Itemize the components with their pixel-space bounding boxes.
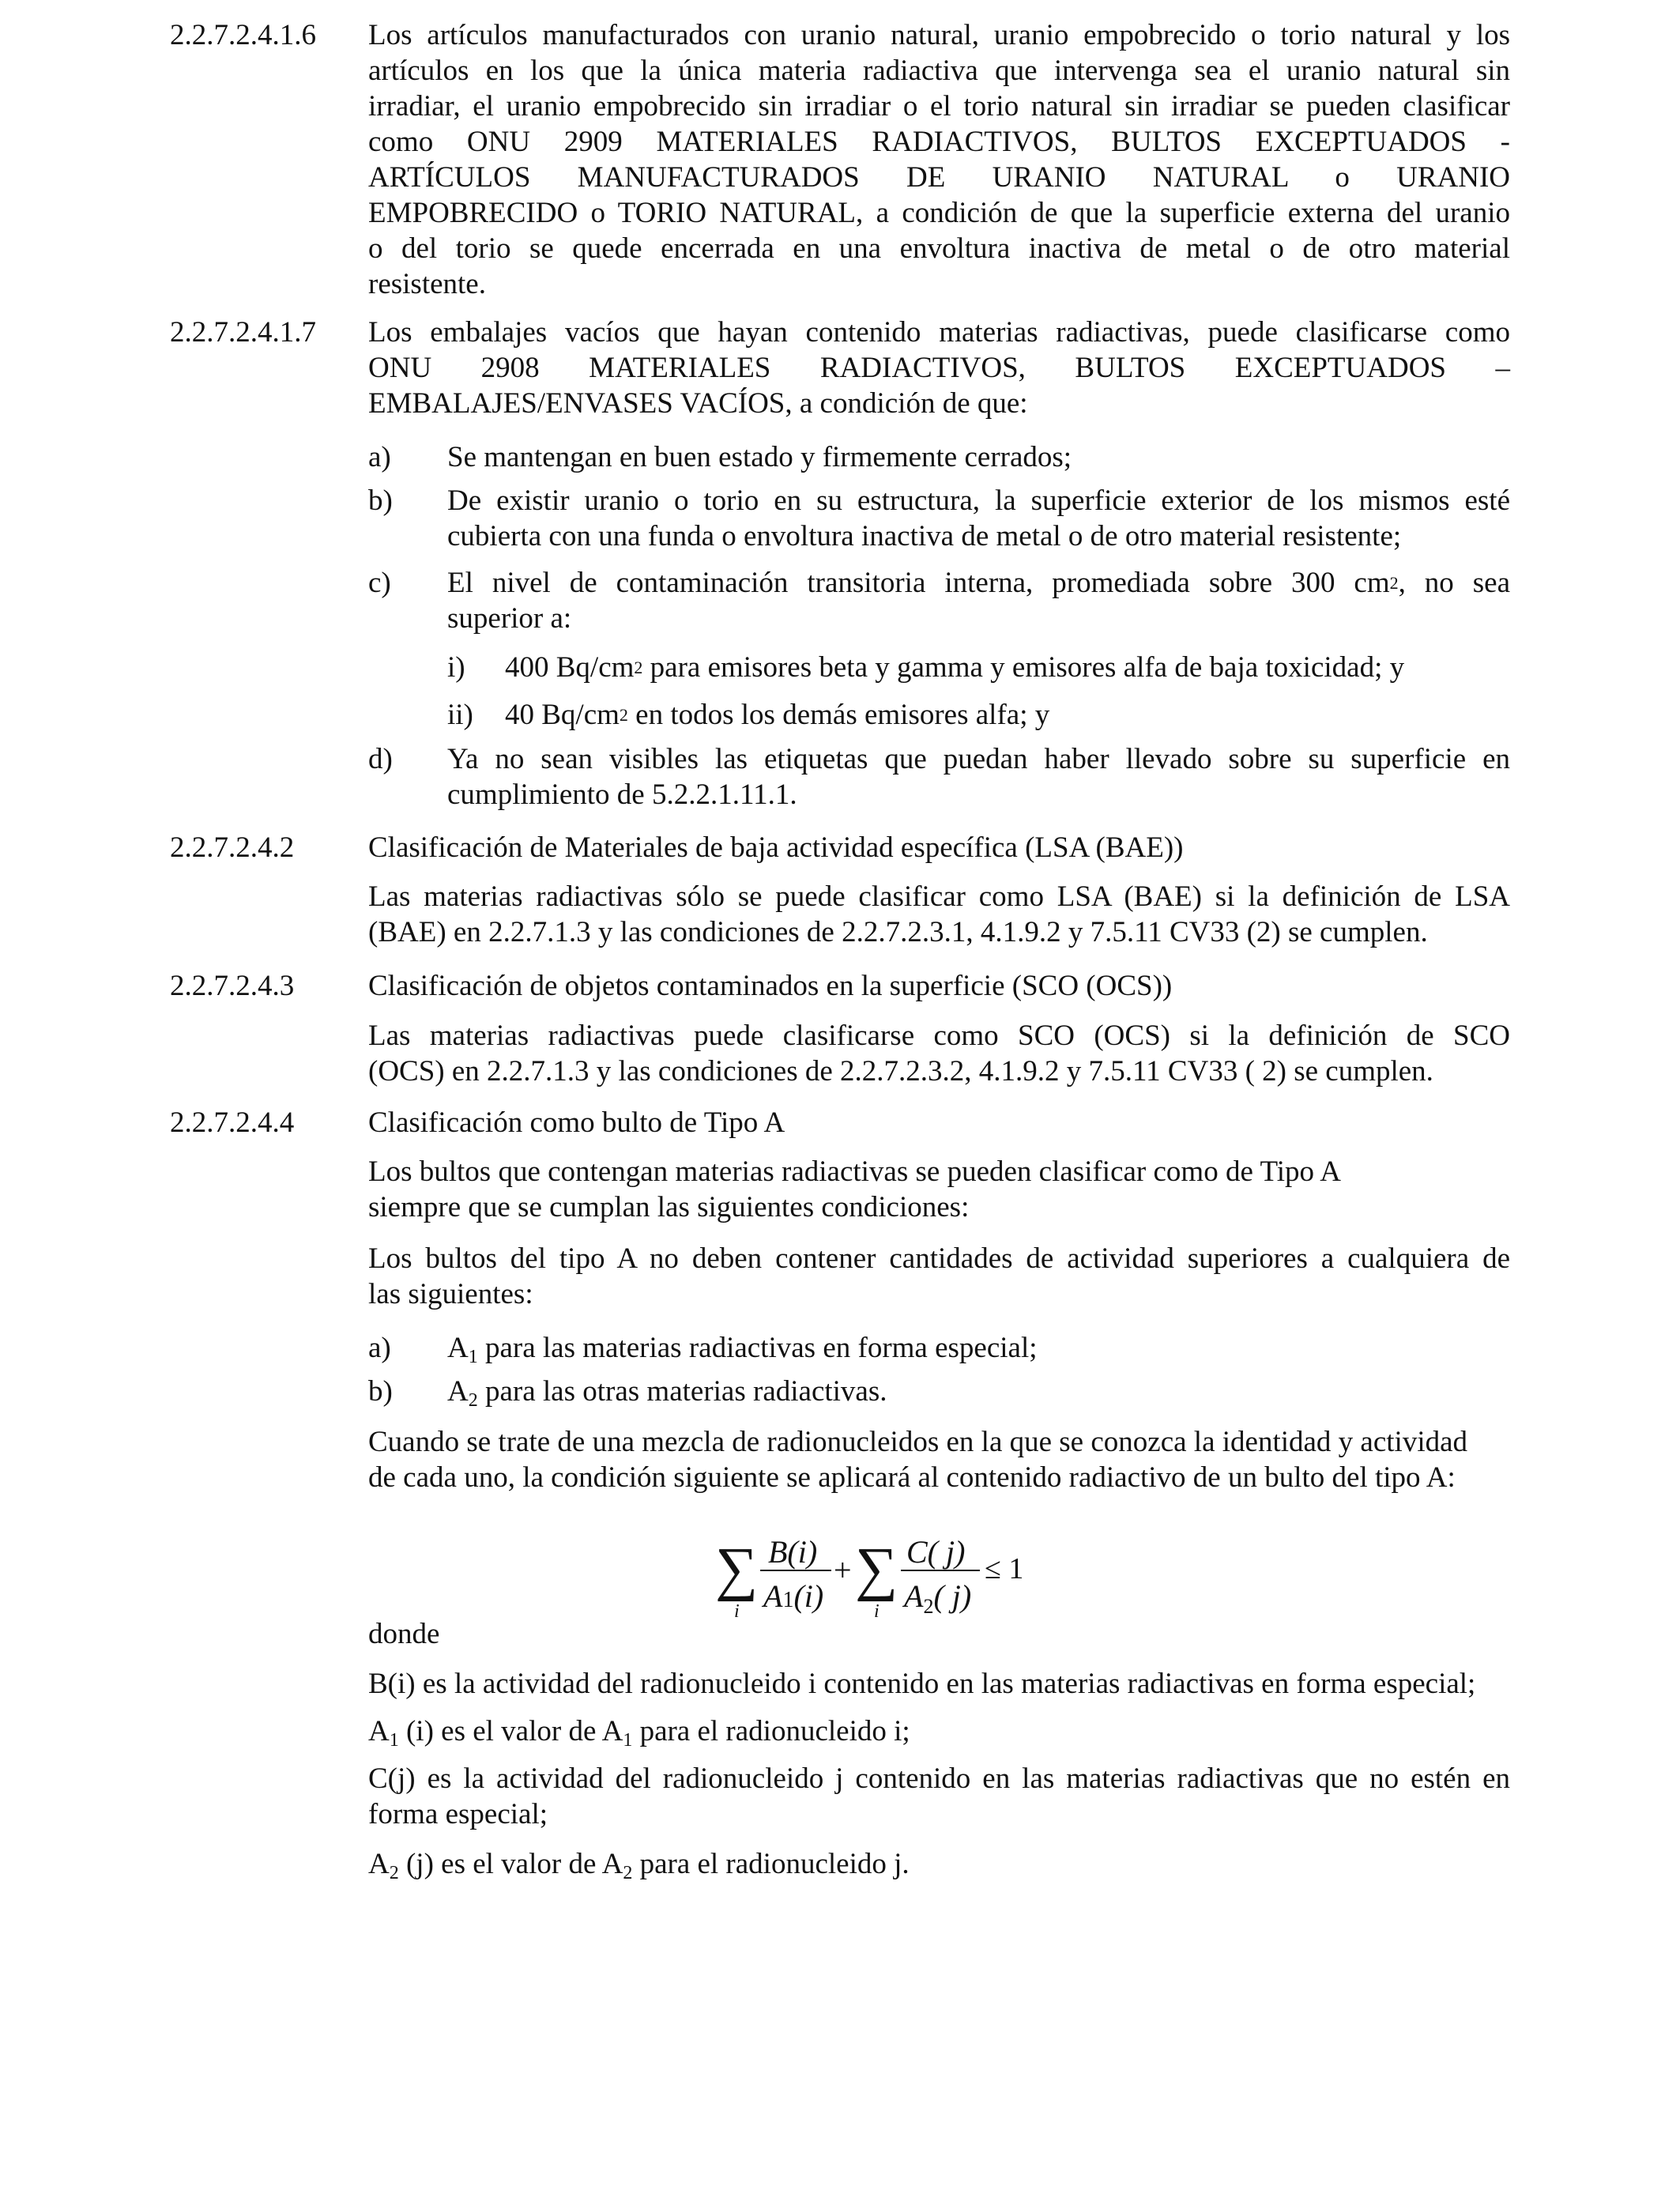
- definition-a1: [368, 1713, 1510, 1753]
- section-body: [368, 17, 1510, 302]
- sum-index: i: [874, 1601, 880, 1622]
- item-label: d): [368, 743, 393, 775]
- den-symbol: A: [904, 1578, 924, 1614]
- text-line: C(j) es la actividad del radionucleido j contenido en las materias radiactivas que no estén en: [368, 1762, 1510, 1795]
- definition-c: [368, 1761, 1510, 1832]
- item-text: [447, 1330, 1510, 1370]
- section-number: 2.2.7.2.4.1.7: [170, 316, 316, 349]
- item-label: b): [368, 484, 393, 517]
- item-text: [447, 1374, 1510, 1413]
- section-paragraph: [368, 1424, 1510, 1495]
- text-line: irradiar, el uranio empobrecido sin irradiar o el torio natural sin irradiar se pueden clasificar: [368, 90, 1510, 123]
- text-line: Las materias radiactivas puede clasificarse como SCO (OCS) si la definición de SCO: [368, 1020, 1510, 1052]
- text-segment: para el radionucleido j.: [632, 1848, 910, 1880]
- item-label: a): [368, 441, 391, 473]
- text-line: Los bultos que contengan materias radiactivas se pueden clasificar como de Tipo A: [368, 1155, 1341, 1188]
- section-body: [368, 315, 1510, 421]
- where-label: donde: [368, 1618, 440, 1650]
- superscript: 2: [619, 705, 628, 725]
- section-heading: Clasificación de objetos contaminados en la superficie (SCO (OCS)): [368, 970, 1173, 1002]
- text-segment: para el radionucleido i;: [632, 1715, 910, 1747]
- text-segment: El nivel de contaminación transitoria interna, promediada sobre 300 cm: [447, 567, 1390, 599]
- text-line: resistente.: [368, 268, 486, 300]
- text-line: Los embalajes vacíos que hayan contenido materias radiactivas, puede clasificarse como: [368, 316, 1510, 349]
- text-segment: A: [368, 1848, 390, 1880]
- item-text: [505, 697, 1510, 733]
- text-line: como ONU 2909 MATERIALES RADIACTIVOS, BULTOS EXCEPTUADOS -: [368, 126, 1510, 158]
- text-line: De existir uranio o torio en su estructura, la superficie exterior de los mismos esté: [447, 484, 1510, 517]
- definition-b: B(i) es la actividad del radionucleido i contenido en las materias radiactivas en forma especial;: [368, 1668, 1476, 1700]
- section-number: 2.2.7.2.4.2: [170, 831, 295, 864]
- item-text: [447, 565, 1510, 636]
- text-segment: 40 Bq/cm: [505, 699, 620, 731]
- section-paragraph: [368, 1018, 1510, 1089]
- item-text: [505, 650, 1510, 685]
- den-subscript: 2: [923, 1595, 934, 1618]
- den-argument: (i): [793, 1578, 824, 1614]
- text-segment: para las materias radiactivas en forma especial;: [477, 1332, 1038, 1364]
- item-text: Se mantengan en buen estado y firmemente cerrados;: [447, 441, 1072, 473]
- section-heading: Clasificación como bulto de Tipo A: [368, 1106, 785, 1139]
- subscript: 2: [468, 1390, 478, 1411]
- section-paragraph: [368, 1154, 1510, 1225]
- subscript: 1: [623, 1730, 633, 1751]
- item-text: [447, 483, 1510, 554]
- section-paragraph: [368, 879, 1510, 950]
- text-line: cubierta con una funda o envoltura inactiva de metal o de otro material resistente;: [447, 520, 1402, 552]
- numerator: C( j): [906, 1534, 966, 1570]
- den-subscript: 1: [782, 1588, 794, 1612]
- text-line: artículos en los que la única materia radiactiva que intervenga sea el uranio natural sin: [368, 55, 1510, 87]
- subscript: 1: [389, 1730, 399, 1751]
- text-segment: A: [447, 1375, 469, 1408]
- section-number: 2.2.7.2.4.3: [170, 970, 295, 1002]
- item-label: i): [447, 651, 465, 684]
- item-label: b): [368, 1375, 393, 1408]
- text-segment: , no sea: [1398, 567, 1510, 599]
- section-number: 2.2.7.2.4.1.6: [170, 19, 316, 51]
- text-segment: en todos los demás emisores alfa; y: [627, 699, 1050, 731]
- text-segment: A: [447, 1332, 469, 1364]
- plus-sign: +: [834, 1552, 852, 1588]
- text-line: Cuando se trate de una mezcla de radionucleidos en la que se conozca la identidad y actividad: [368, 1426, 1468, 1458]
- text-line: [447, 565, 1510, 601]
- text-line: siempre que se cumplan las siguientes condiciones:: [368, 1191, 970, 1223]
- section-heading: Clasificación de Materiales de baja actividad específica (LSA (BAE)): [368, 831, 1184, 864]
- text-line: o del torio se quede encerrada en una envoltura inactiva de metal o de otro material: [368, 232, 1510, 265]
- sum-sign: ∑: [715, 1536, 759, 1602]
- section-number: 2.2.7.2.4.4: [170, 1106, 295, 1139]
- subscript: 2: [623, 1863, 633, 1883]
- denominator: [761, 1578, 823, 1614]
- text-line: ONU 2908 MATERIALES RADIACTIVOS, BULTOS EXCEPTUADOS –: [368, 352, 1510, 384]
- text-line: (OCS) en 2.2.7.1.3 y las condiciones de 2.2.7.2.3.2, 4.1.9.2 y 7.5.11 CV33 ( 2) se cumplen.: [368, 1055, 1433, 1088]
- superscript: 2: [1389, 573, 1399, 593]
- text-line: las siguientes:: [368, 1278, 533, 1310]
- text-line: forma especial;: [368, 1798, 548, 1830]
- text-line: ARTÍCULOS MANUFACTURADOS DE URANIO NATURAL o URANIO: [368, 161, 1510, 194]
- text-segment: A: [368, 1715, 390, 1747]
- text-line: Los bultos del tipo A no deben contener cantidades de actividad superiores a cualquiera de: [368, 1242, 1510, 1275]
- item-label: c): [368, 567, 391, 599]
- text-line: EMBALAJES/ENVASES VACÍOS, a condición de que:: [368, 387, 1028, 420]
- text-line: (BAE) en 2.2.7.1.3 y las condiciones de 2.2.7.2.3.1, 4.1.9.2 y 7.5.11 CV33 (2) se cumplen.: [368, 916, 1428, 948]
- item-text: [447, 741, 1510, 812]
- text-segment: (j) es el valor de A: [398, 1848, 623, 1880]
- relation: ≤ 1: [985, 1552, 1024, 1585]
- subscript: 2: [389, 1863, 399, 1883]
- numerator: B(i): [768, 1534, 818, 1570]
- section-paragraph: [368, 1241, 1510, 1312]
- den-symbol: A: [763, 1578, 783, 1614]
- text-line: de cada uno, la condición siguiente se aplicará al contenido radiactivo de un bulto del tipo A:: [368, 1461, 1456, 1494]
- superscript: 2: [634, 658, 643, 677]
- text-line: Los artículos manufacturados con uranio natural, uranio empobrecido o torio natural y los: [368, 19, 1510, 51]
- sum-sign: ∑: [855, 1536, 898, 1602]
- text-line: superior a:: [447, 602, 572, 635]
- sum-index: i: [734, 1601, 740, 1622]
- item-label: a): [368, 1332, 391, 1364]
- text-line: Ya no sean visibles las etiquetas que puedan haber llevado sobre su superficie en: [447, 743, 1510, 775]
- text-line: Las materias radiactivas sólo se puede clasificar como LSA (BAE) si la definición de LSA: [368, 880, 1510, 913]
- text-line: cumplimiento de 5.2.2.1.11.1.: [447, 778, 797, 811]
- text-segment: para emisores beta y gamma y emisores alfa de baja toxicidad; y: [642, 651, 1405, 684]
- text-segment: 400 Bq/cm: [505, 651, 635, 684]
- definition-a2: [368, 1846, 1510, 1886]
- denominator: [902, 1578, 971, 1618]
- text-segment: para las otras materias radiactivas.: [477, 1375, 887, 1408]
- subscript: 1: [468, 1347, 478, 1367]
- text-segment: (i) es el valor de A: [398, 1715, 623, 1747]
- item-label: ii): [447, 699, 473, 731]
- text-line: EMPOBRECIDO o TORIO NATURAL, a condición de que la superficie externa del uranio: [368, 197, 1510, 229]
- den-argument: ( j): [933, 1578, 972, 1614]
